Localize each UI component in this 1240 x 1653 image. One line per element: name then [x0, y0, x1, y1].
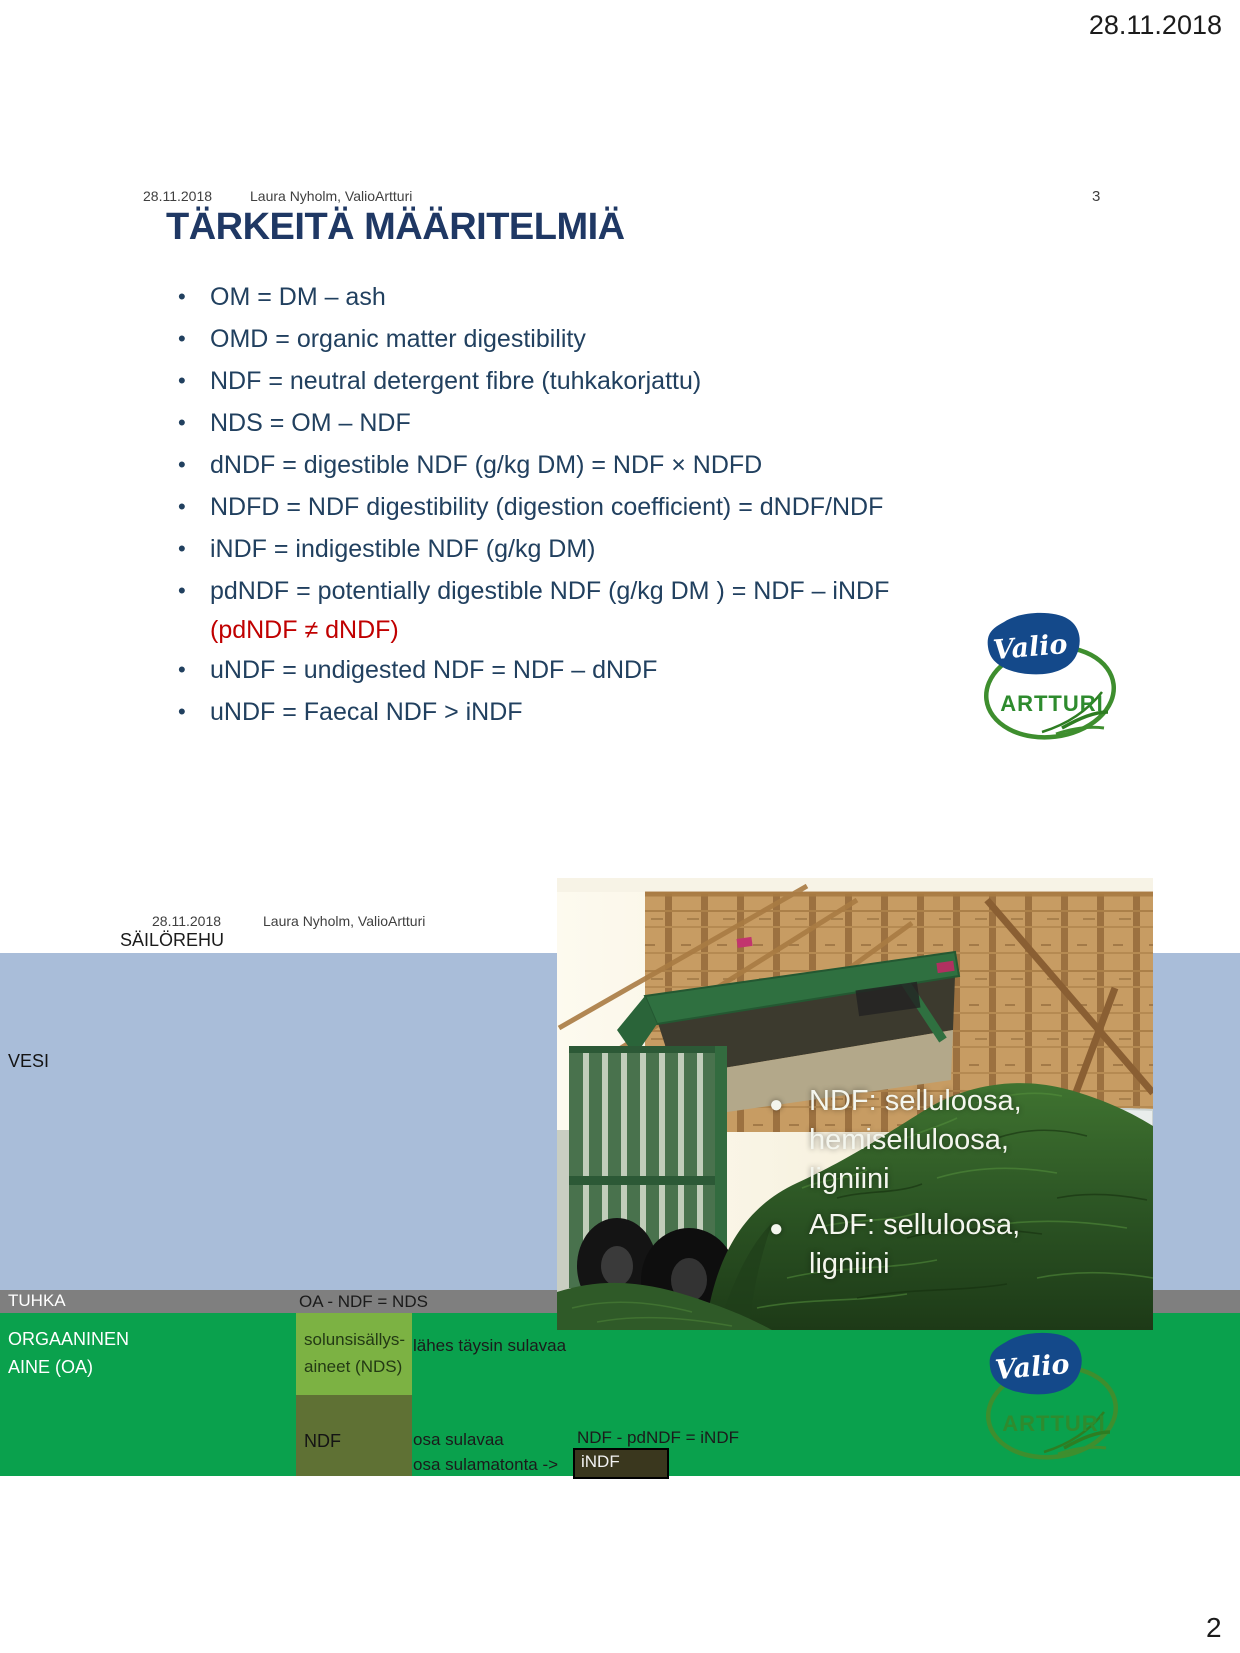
slide1-author: Laura Nyholm, ValioArtturi	[250, 188, 413, 204]
bullet-dot: ●	[769, 1091, 784, 1118]
valio-wordmark: Valio	[991, 628, 1069, 667]
formula-ndf-indf: NDF - pdNDF = iNDF	[577, 1428, 739, 1447]
bullet-item: • pdNDF = potentially digestible NDF (g/kg DM ) = NDF – iNDF	[170, 570, 1070, 612]
slide1-number: 3	[1092, 188, 1101, 205]
slide1-title: TÄRKEITÄ MÄÄRITELMIÄ	[166, 206, 625, 248]
artturi-wordmark: ARTTURI	[1000, 691, 1104, 716]
definition-list	[170, 276, 1070, 733]
bullet-item: • uNDF = Faecal NDF > iNDF	[170, 691, 1070, 733]
segment-organic-matter-label: ORGAANINEN AINE (OA)	[8, 1329, 130, 1377]
bullet-item: • NDFD = NDF digestibility (digestion coefficient) = dNDF/NDF	[170, 486, 1070, 528]
segment-nds	[296, 1313, 412, 1395]
bullet-item: • uNDF = undigested NDF = NDF – dNDF	[170, 649, 1070, 691]
photo-bullet-adf: ● ADF: selluloosa, ligniini	[769, 1209, 1021, 1280]
ndf-annotation-1: osa sulavaa	[413, 1430, 504, 1449]
segment-tuhka-label: TUHKA	[8, 1291, 66, 1310]
indf-box-label: iNDF	[581, 1452, 620, 1471]
indf-box	[573, 1448, 669, 1479]
bullet-item: • OMD = organic matter digestibility	[170, 318, 1070, 360]
bullet-item: • NDF = neutral detergent fibre (tuhkakorjattu)	[170, 360, 1070, 402]
photo-bullet-ndf: ● NDF: selluloosa, hemiselluloosa, ligniini	[769, 1085, 1022, 1195]
segment-vesi-label: VESI	[8, 1051, 50, 1071]
page-header-date: 28.11.2018	[1088, 10, 1222, 40]
page-number: 2	[1206, 1612, 1222, 1643]
bullet-dot: ●	[769, 1215, 784, 1242]
ndf-annotation-2: osa sulamatonta ->	[413, 1455, 559, 1474]
segment-nds-label: solunsisällys- aineet (NDS)	[304, 1330, 406, 1376]
valio-artturi-logo	[970, 612, 1120, 744]
slide2-date: 28.11.2018	[152, 913, 222, 929]
valio-artturi-logo	[972, 1332, 1122, 1464]
bullet-item: • iNDF = indigestible NDF (g/kg DM)	[170, 528, 1070, 570]
formula-oa-nds: OA - NDF = NDS	[299, 1292, 428, 1311]
segment-ndf-label: NDF	[304, 1431, 341, 1451]
bullet-item: • NDS = OM – NDF	[170, 402, 1070, 444]
nds-annotation: lähes täysin sulavaa	[413, 1336, 567, 1355]
slide2-author: Laura Nyholm, ValioArtturi	[263, 913, 426, 929]
slide1-date: 28.11.2018	[143, 188, 213, 204]
bullet-item: • OM = DM – ash	[170, 276, 1070, 318]
bullet-item: • dNDF = digestible NDF (g/kg DM) = NDF × NDFD	[170, 444, 1070, 486]
segment-ndf	[296, 1395, 412, 1476]
chart-title: SÄILÖREHU	[120, 930, 225, 950]
silage-barn-photo	[557, 878, 1153, 1330]
artturi-wordmark: ARTTURI	[1002, 1411, 1106, 1436]
valio-wordmark: Valio	[993, 1348, 1071, 1387]
red-inequality-note: (pdNDF ≠ dNDF)	[210, 616, 399, 644]
